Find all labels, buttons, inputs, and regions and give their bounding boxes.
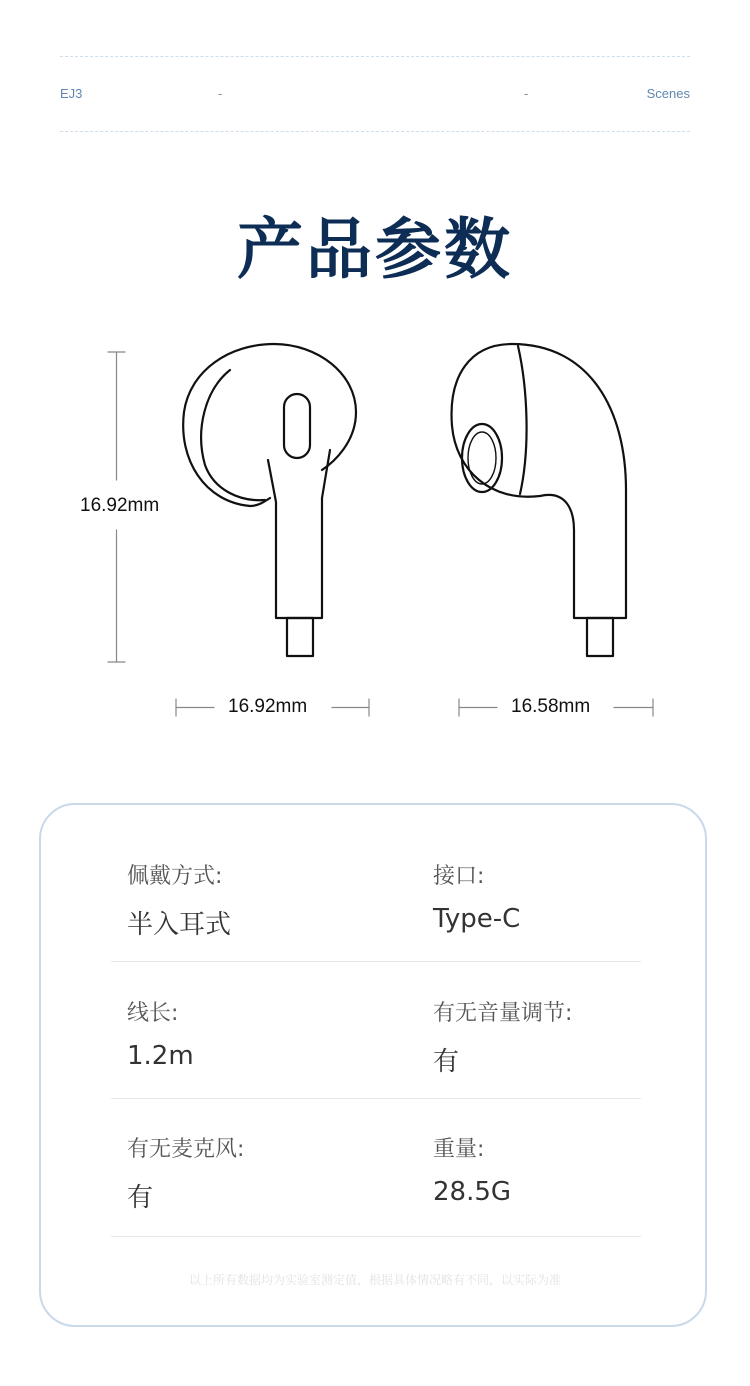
spec-label: 线长:: [127, 1001, 179, 1026]
width-right-dimension-label: 16.58mm: [507, 696, 594, 718]
spec-microphone: [127, 1132, 244, 1214]
earphone-front-view: [183, 344, 356, 656]
spec-volume-control: [433, 996, 572, 1078]
height-dimension-label: 16.92mm: [76, 495, 163, 517]
spec-label: 有无音量调节:: [433, 1001, 573, 1026]
spec-value: 有: [433, 1047, 460, 1077]
width-left-dimension-label: 16.92mm: [224, 696, 311, 718]
spec-card: [39, 803, 707, 1327]
header-dash-a: -: [218, 86, 223, 101]
earphone-line-art: [0, 330, 750, 730]
header-model: EJ3: [60, 86, 83, 101]
spec-divider: [111, 1236, 641, 1237]
spec-cable-length: [127, 996, 194, 1071]
spec-wearing-style: [127, 859, 231, 941]
spec-value: Type-C: [433, 904, 521, 934]
header-scenes: Scenes: [646, 86, 690, 101]
header-dash-b: -: [524, 86, 529, 101]
spec-interface: [433, 859, 520, 934]
spec-divider: [111, 1098, 641, 1099]
disclaimer-footnote: 以上所有数据均为实验室测定值，根据具体情况略有不同，以实际为准: [188, 1273, 561, 1287]
spec-weight: [433, 1132, 511, 1207]
spec-value: 有: [127, 1183, 154, 1213]
earphone-dimension-drawing: [0, 330, 750, 730]
spec-label: 佩戴方式:: [127, 864, 223, 889]
spec-label: 接口:: [433, 864, 485, 889]
spec-divider: [111, 961, 641, 962]
header-bottom-divider: [60, 131, 690, 132]
spec-value: 半入耳式: [127, 910, 232, 940]
page-title: 产品参数: [237, 211, 513, 288]
spec-label: 重量:: [433, 1137, 485, 1162]
header-top-divider: [60, 56, 690, 57]
spec-value: 1.2m: [127, 1041, 194, 1071]
spec-value: 28.5G: [433, 1177, 512, 1207]
spec-label: 有无麦克风:: [127, 1137, 245, 1162]
earphone-side-view: [452, 344, 626, 656]
